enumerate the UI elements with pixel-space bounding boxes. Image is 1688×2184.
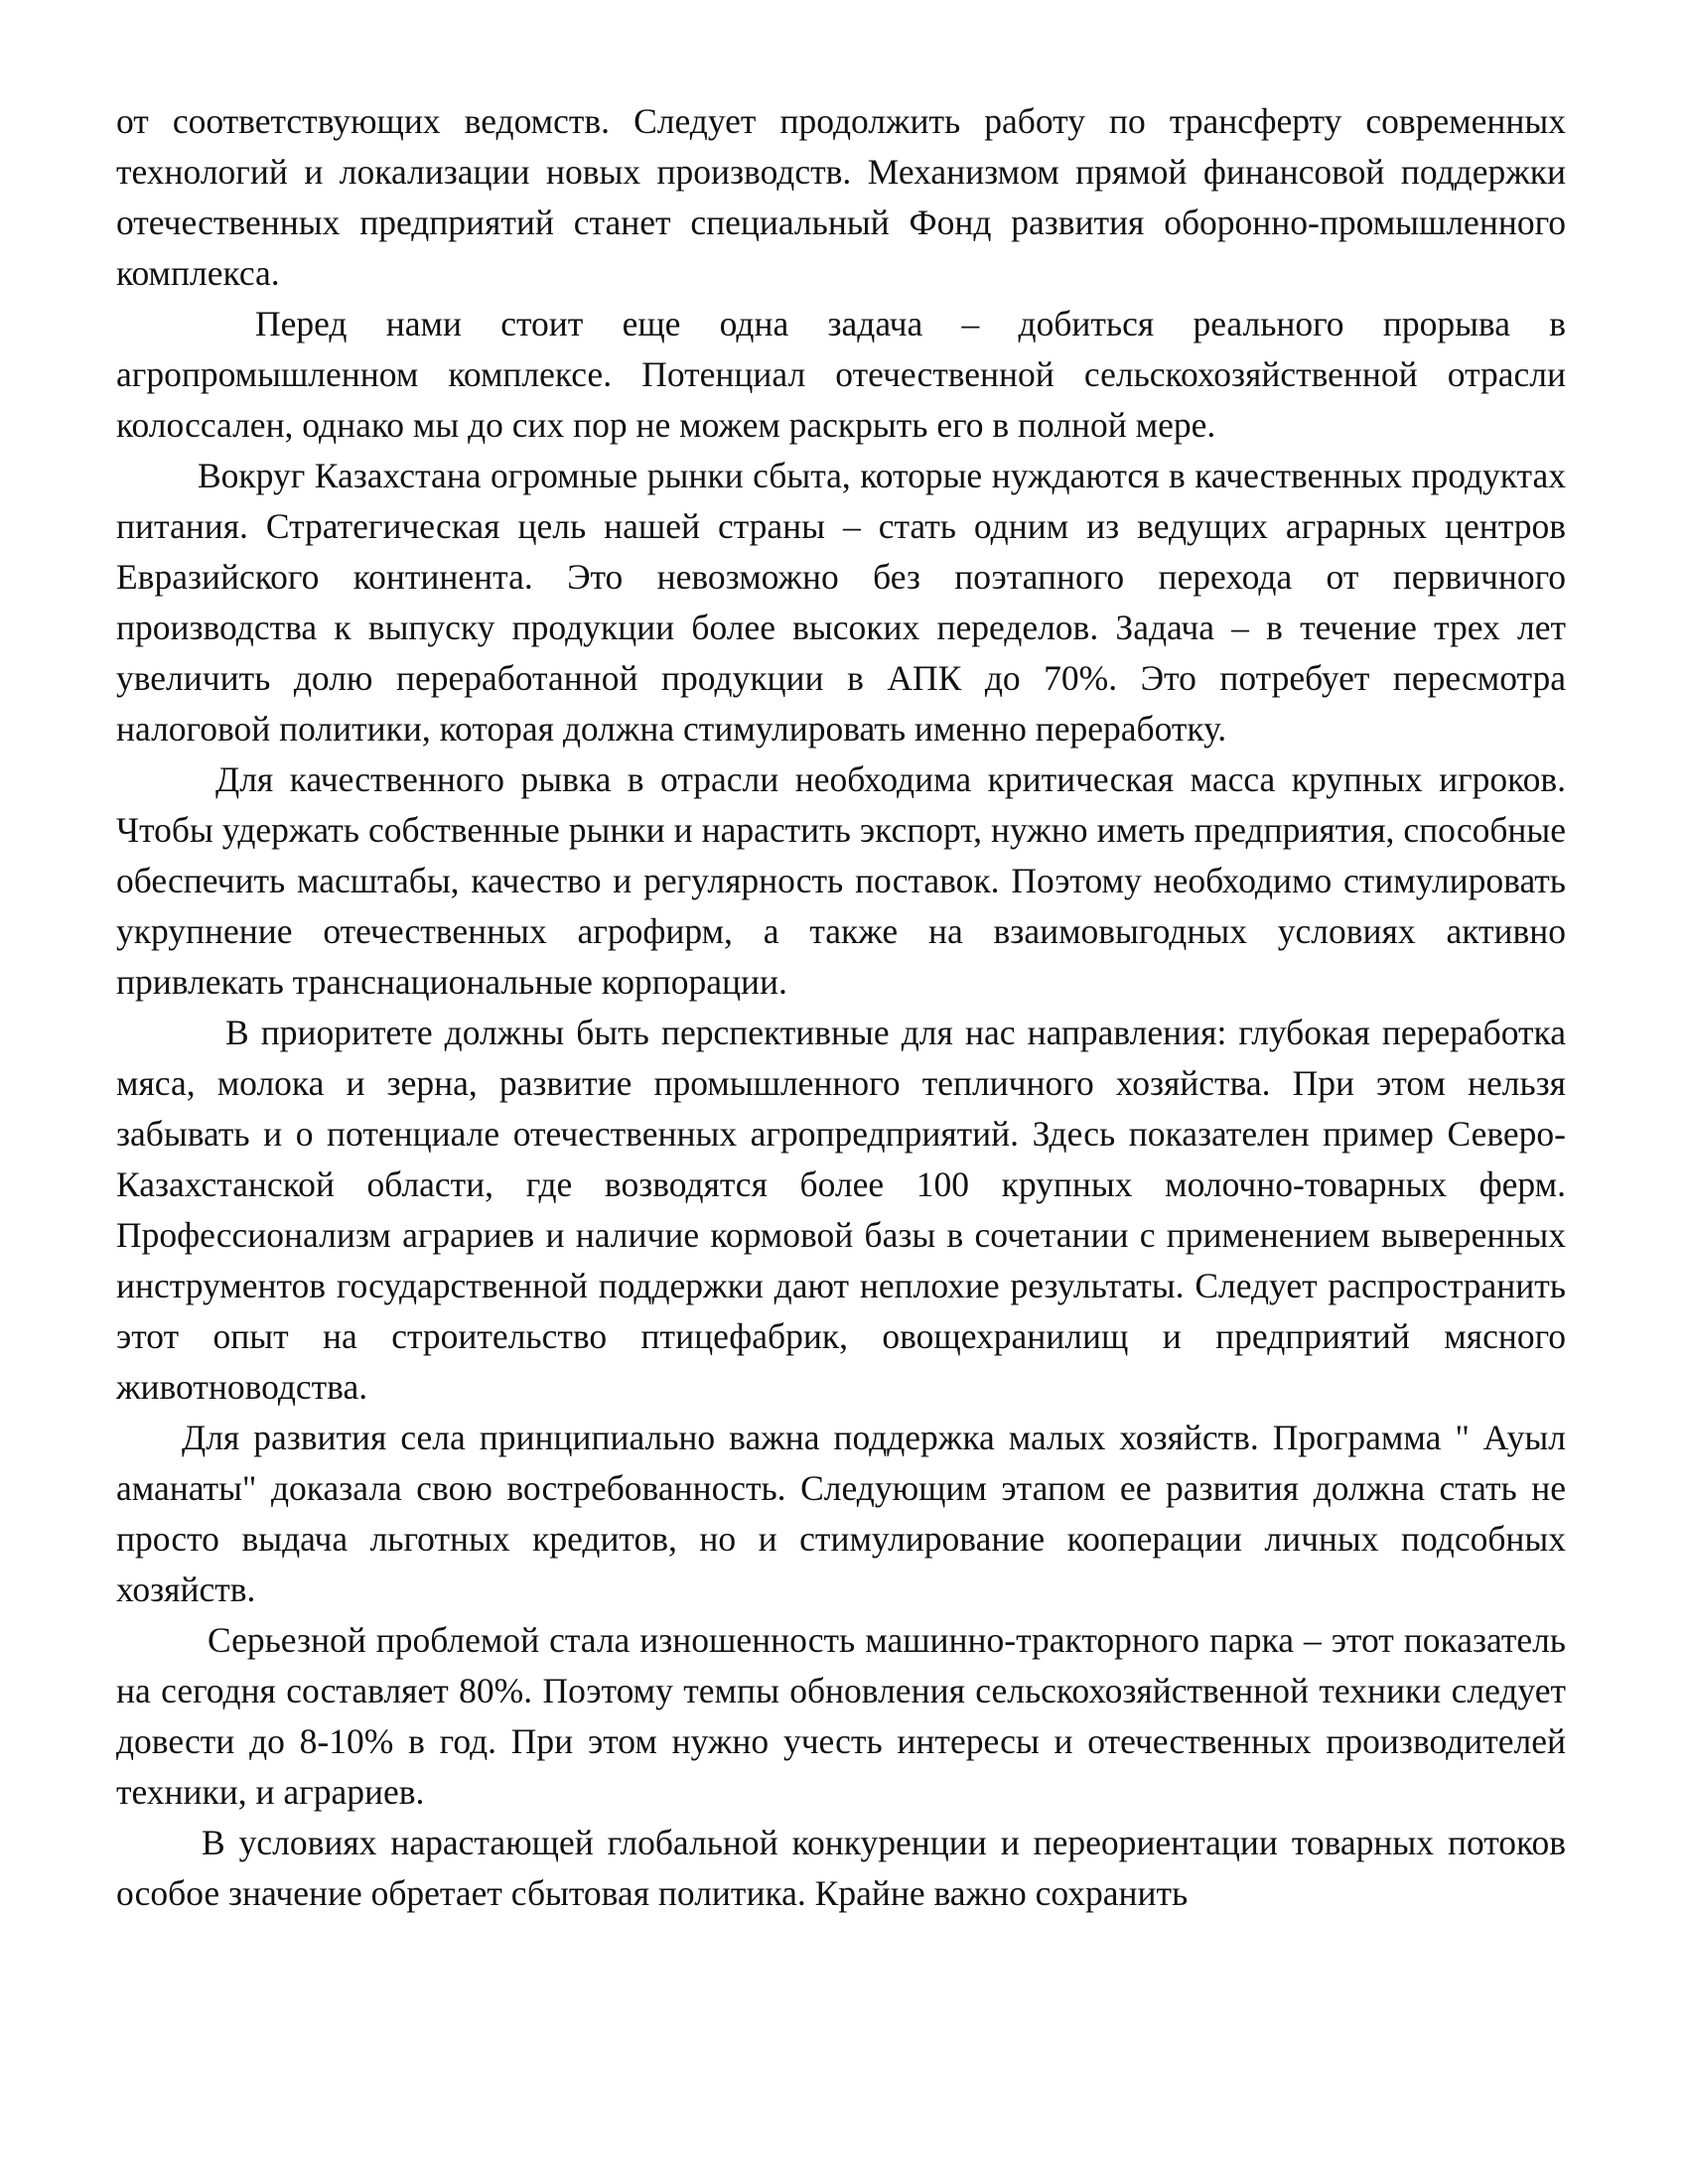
paragraph-7: Серьезной проблемой стала изношенность машинно-тракторного парка – этот показатель на сегодня составляет 80%. Поэтому темпы обновления сельскохозяйственной техники следует довести до 8-10% в год. При этом нужно учесть интересы и отечественных производителей техники, и аграриев. xyxy=(116,1620,1566,1812)
paragraph-4: Для качественного рывка в отрасли необходима критическая масса крупных игроков. Чтобы удержать собственные рынки и нарастить экспорт, нужно иметь предприятия, способные обеспечить масштабы, качество и регулярность поставок. Поэтому необходимо стимулировать укрупнение отечественных агрофирм, а также на взаимовыгодных условиях активно привлекать транснациональные корпорации. xyxy=(116,759,1566,1002)
paragraph-8: В условиях нарастающей глобальной конкуренции и переориентации товарных потоков особое значение обретает сбытовая политика. Крайне важно сохранить xyxy=(116,1823,1566,1913)
paragraph-6: Для развития села принципиально важна поддержка малых хозяйств. Программа " Ауыл аманаты" доказала свою востребованность. Следующим этапом ее развития должна стать не просто выдача льготных кредитов, но и стимулирование кооперации личных подсобных хозяйств. xyxy=(116,1418,1566,1609)
paragraph-3: Вокруг Казахстана огромные рынки сбыта, которые нуждаются в качественных продуктах питания. Стратегическая цель нашей страны – стать одним из ведущих аграрных центров Евразийского континента. Это невозможно без поэтапного перехода от первичного производства к выпуску продукции более высоких переделов. Задача – в течение трех лет увеличить долю переработанной продукции в АПК до 70%. Это потребует пересмотра налоговой политики, которая должна стимулировать именно переработку. xyxy=(116,456,1566,749)
paragraph-1: от соответствующих ведомств. Следует продолжить работу по трансферту современных технологий и локализации новых производств. Механизмом прямой финансовой поддержки отечественных предприятий станет специальный Фонд развития оборонно-промышленного комплекса. xyxy=(116,101,1566,293)
paragraph-5: В приоритете должны быть перспективные для нас направления: глубокая переработка мяса, молока и зерна, развитие промышленного тепличного хозяйства. При этом нельзя забывать и о потенциале отечественных агропредприятий. Здесь показателен пример Северо-Казахстанской области, где возводятся более 100 крупных молочно-товарных ферм. Профессионализм аграриев и наличие кормовой базы в сочетании с применением выверенных инструментов государственной поддержки дают неплохие результаты. Следует распространить этот опыт на строительство птицефабрик, овощехранилищ и предприятий мясного животноводства. xyxy=(116,1013,1566,1407)
paragraph-2: Перед нами стоит еще одна задача – добиться реального прорыва в агропромышленном комплексе. Потенциал отечественной сельскохозяйственной отрасли колоссален, однако мы до сих пор не можем раскрыть его в полной мере. xyxy=(116,304,1566,445)
document-body xyxy=(116,96,1566,1919)
